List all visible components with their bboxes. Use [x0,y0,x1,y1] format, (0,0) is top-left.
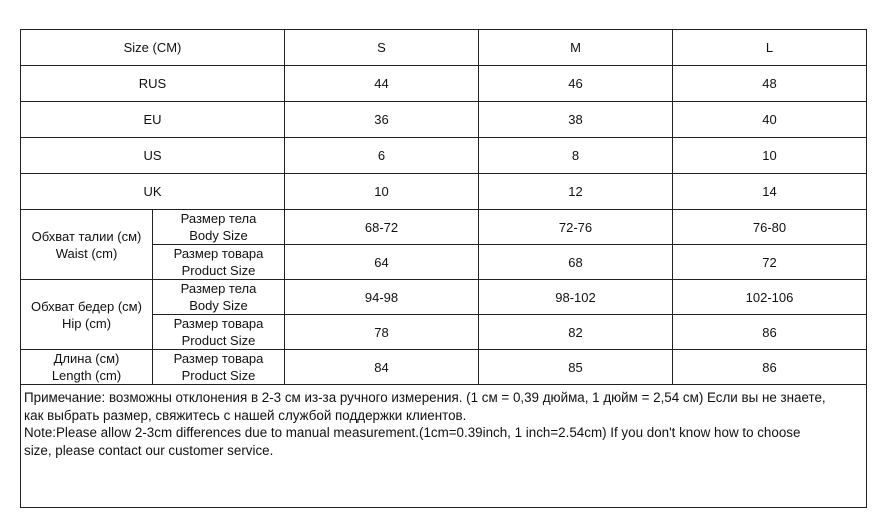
table-cell: 12 [479,174,673,210]
hip-product-size-label [153,315,285,350]
waist-body-size-label [153,210,285,245]
size-m-header: M [479,30,673,66]
row-label-uk: UK [21,174,285,210]
note-cell [21,385,867,508]
table-row [21,350,867,385]
table-cell: 64 [285,245,479,280]
table-row [21,102,867,138]
waist-label-en: Waist (cm) [55,245,118,261]
table-cell: 36 [285,102,479,138]
table-row [21,138,867,174]
note-en-line-2: size, please contact our customer service. [24,442,274,458]
note-ru-line-1: Примечание: возможны отклонения в 2-3 см из-за ручного измерения. (1 см = 0,39 дюйма, 1 дюйм = 2,54 см) Если вы не знаете, [24,390,826,405]
waist-label [21,210,153,280]
table-cell: 72-76 [479,210,673,245]
size-chart-table [20,29,867,508]
table-cell: 98-102 [479,280,673,315]
table-row [21,174,867,210]
table-cell: 68-72 [285,210,479,245]
table-cell: 44 [285,66,479,102]
body-size-label-en: Body Size [189,228,248,243]
header-row [21,30,867,66]
table-cell: 85 [479,350,673,385]
table-cell: 94-98 [285,280,479,315]
table-cell: 78 [285,315,479,350]
hip-body-size-label [153,280,285,315]
table-row [21,66,867,102]
body-size-label-ru: Размер тела [180,281,257,296]
table-cell: 68 [479,245,673,280]
table-cell: 102-106 [673,280,867,315]
note-row [21,385,867,508]
row-label-eu: EU [21,102,285,138]
table-cell: 10 [673,138,867,174]
row-label-rus: RUS [21,66,285,102]
note-en-line-1: Note:Please allow 2-3cm differences due to manual measurement.(1cm=0.39inch, 1 inch=2.54cm) If you don't know how to choose [24,425,801,440]
length-label [21,350,153,385]
row-label-us: US [21,138,285,174]
table-cell: 86 [673,315,867,350]
table-row [21,210,867,245]
table-cell: 38 [479,102,673,138]
table-cell: 86 [673,350,867,385]
product-size-label-ru: Размер товара [173,316,264,331]
length-product-size-label [153,350,285,385]
product-size-label-ru: Размер товара [173,246,264,261]
note-ru-line-2: как выбрать размер, свяжитесь с нашей службой поддержки клиентов. [24,407,467,423]
table-cell: 48 [673,66,867,102]
table-cell: 40 [673,102,867,138]
waist-label-ru: Обхват талии (см) [31,228,142,244]
product-size-label-ru: Размер товара [173,351,264,366]
table-cell: 8 [479,138,673,174]
size-l-header: L [673,30,867,66]
table-cell: 10 [285,174,479,210]
table-cell: 72 [673,245,867,280]
table-row [21,280,867,315]
table-cell: 46 [479,66,673,102]
product-size-label-en: Product Size [181,333,256,348]
length-label-ru: Длина (см) [53,351,120,366]
header-label: Size (CM) [21,30,285,66]
size-s-header: S [285,30,479,66]
table-cell: 82 [479,315,673,350]
product-size-label-en: Product Size [181,368,256,383]
hip-label-en: Hip (cm) [61,315,112,331]
table-cell: 76-80 [673,210,867,245]
table-cell: 14 [673,174,867,210]
body-size-label-en: Body Size [189,298,248,313]
hip-label-ru: Обхват бедер (см) [31,298,142,314]
product-size-label-en: Product Size [181,263,256,278]
hip-label [21,280,153,350]
table-cell: 84 [285,350,479,385]
waist-product-size-label [153,245,285,280]
length-label-en: Length (cm) [51,368,122,383]
table-cell: 6 [285,138,479,174]
body-size-label-ru: Размер тела [180,211,257,226]
